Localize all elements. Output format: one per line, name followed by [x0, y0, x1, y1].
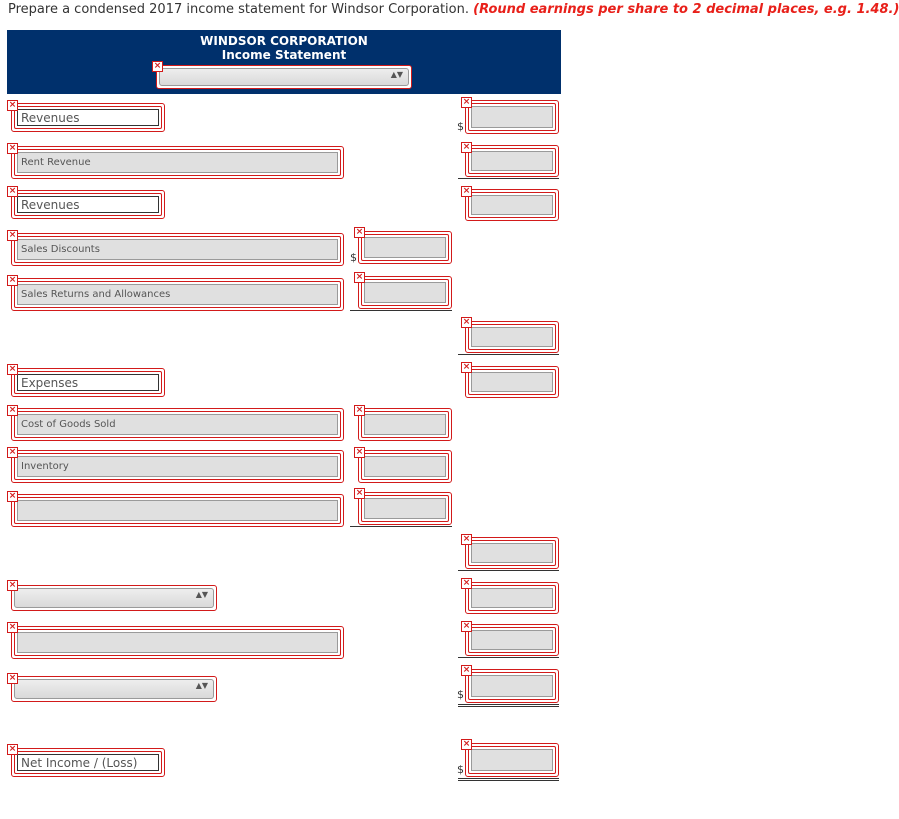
close-x-icon: × [8, 622, 17, 632]
close-x-icon: × [355, 272, 364, 282]
amount-wrap [465, 743, 559, 777]
amount-input-12[interactable] [471, 588, 553, 608]
dollar-sign: $ [457, 688, 464, 701]
rent-revenue-wrap [11, 146, 344, 179]
amount-wrap [465, 669, 559, 703]
item-select-2-wrap [11, 676, 217, 702]
expenses-label-field[interactable]: Expenses [17, 374, 159, 391]
amount-input-9[interactable] [364, 456, 446, 477]
dollar-sign: $ [457, 120, 464, 133]
close-x-icon: × [462, 578, 471, 588]
inventory-field[interactable]: Inventory [17, 456, 338, 477]
instruction-text [8, 2, 899, 17]
underline [458, 178, 559, 179]
close-x-icon: × [462, 362, 471, 372]
close-x-icon: × [462, 317, 471, 327]
item-select-1-wrap [11, 585, 217, 611]
revenues-label-2-field[interactable]: Revenues [17, 196, 159, 213]
close-x-icon: × [462, 142, 471, 152]
underline [350, 526, 452, 527]
revenues-label-field[interactable]: Revenues [17, 109, 159, 126]
amount-wrap [465, 366, 559, 398]
close-x-icon: × [462, 739, 471, 749]
underline [458, 570, 559, 571]
sales-discounts-field[interactable]: Sales Discounts [17, 239, 338, 260]
close-x-icon: × [8, 405, 17, 415]
amount-wrap [465, 145, 559, 177]
close-x-icon: × [355, 227, 364, 237]
amount-input-2[interactable] [471, 151, 553, 171]
close-x-icon: × [355, 447, 364, 457]
cogs-wrap [11, 408, 344, 441]
close-x-icon: × [462, 665, 471, 675]
amount-wrap [358, 492, 452, 525]
amount-wrap [465, 100, 559, 134]
amount-input-1[interactable] [471, 106, 553, 128]
amount-wrap [358, 231, 452, 264]
inventory-wrap [11, 450, 344, 483]
sales-returns-field[interactable]: Sales Returns and Allowances [17, 284, 338, 305]
close-x-icon: × [462, 186, 471, 196]
close-x-icon: × [462, 534, 471, 544]
amount-wrap [465, 189, 559, 221]
close-x-icon: × [355, 405, 364, 415]
instruction-main: Prepare a condensed 2017 income statement for Windsor Corporation. [8, 2, 469, 17]
amount-wrap [465, 582, 559, 614]
amount-input-4[interactable] [364, 237, 446, 258]
revenues-label-2-wrap [11, 190, 165, 219]
amount-input-15[interactable] [471, 749, 553, 771]
amount-wrap [358, 450, 452, 483]
item-select-2[interactable] [14, 679, 214, 699]
amount-input-6[interactable] [471, 327, 553, 347]
close-x-icon: × [153, 61, 162, 71]
sales-returns-wrap [11, 278, 344, 311]
close-x-icon: × [8, 744, 17, 754]
close-x-icon: × [462, 97, 471, 107]
amount-wrap [465, 624, 559, 656]
close-x-icon: × [8, 100, 17, 110]
amount-input-11[interactable] [471, 543, 553, 563]
statement-title: Income Statement [221, 48, 347, 62]
double-underline [458, 778, 559, 781]
close-x-icon: × [8, 364, 17, 374]
close-x-icon: × [355, 488, 364, 498]
amount-input-13[interactable] [471, 630, 553, 650]
amount-input-7[interactable] [471, 372, 553, 392]
underline [350, 310, 452, 311]
amount-input-8[interactable] [364, 414, 446, 435]
revenues-label-wrap [11, 103, 165, 132]
net-income-label-field[interactable]: Net Income / (Loss) [17, 754, 159, 771]
period-select[interactable] [159, 68, 409, 86]
net-income-label-wrap [11, 748, 165, 777]
close-x-icon: × [462, 621, 471, 631]
close-x-icon: × [8, 491, 17, 501]
cogs-field[interactable]: Cost of Goods Sold [17, 414, 338, 435]
item-blank-field[interactable] [17, 632, 338, 653]
period-select-wrap [156, 65, 412, 89]
expense-blank-field[interactable] [17, 500, 338, 521]
expenses-label-wrap [11, 368, 165, 397]
underline [458, 657, 559, 658]
amount-input-3[interactable] [471, 195, 553, 215]
close-x-icon: × [8, 673, 17, 683]
close-x-icon: × [8, 275, 17, 285]
close-x-icon: × [8, 143, 17, 153]
chevron-updown-icon: ▲▼ [390, 70, 403, 79]
sales-discounts-wrap [11, 233, 344, 266]
double-underline [458, 704, 559, 707]
item-blank-wrap [11, 626, 344, 659]
dollar-sign: $ [350, 251, 357, 264]
close-x-icon: × [8, 230, 17, 240]
instruction-hint: (Round earnings per share to 2 decimal places, e.g. 1.48.) [473, 2, 899, 17]
amount-input-14[interactable] [471, 675, 553, 697]
amount-input-10[interactable] [364, 498, 446, 519]
amount-input-5[interactable] [364, 282, 446, 303]
rent-revenue-field[interactable]: Rent Revenue [17, 152, 338, 173]
close-x-icon: × [8, 186, 17, 196]
company-name: WINDSOR CORPORATION [200, 34, 368, 48]
amount-wrap [465, 321, 559, 353]
amount-wrap [358, 408, 452, 441]
chevron-updown-icon: ▲▼ [195, 590, 208, 599]
item-select-1[interactable] [14, 588, 214, 608]
chevron-updown-icon: ▲▼ [195, 681, 208, 690]
expense-blank-wrap [11, 494, 344, 527]
underline [458, 354, 559, 355]
amount-wrap [358, 276, 452, 309]
dollar-sign: $ [457, 763, 464, 776]
close-x-icon: × [8, 447, 17, 457]
close-x-icon: × [8, 580, 17, 590]
amount-wrap [465, 537, 559, 569]
